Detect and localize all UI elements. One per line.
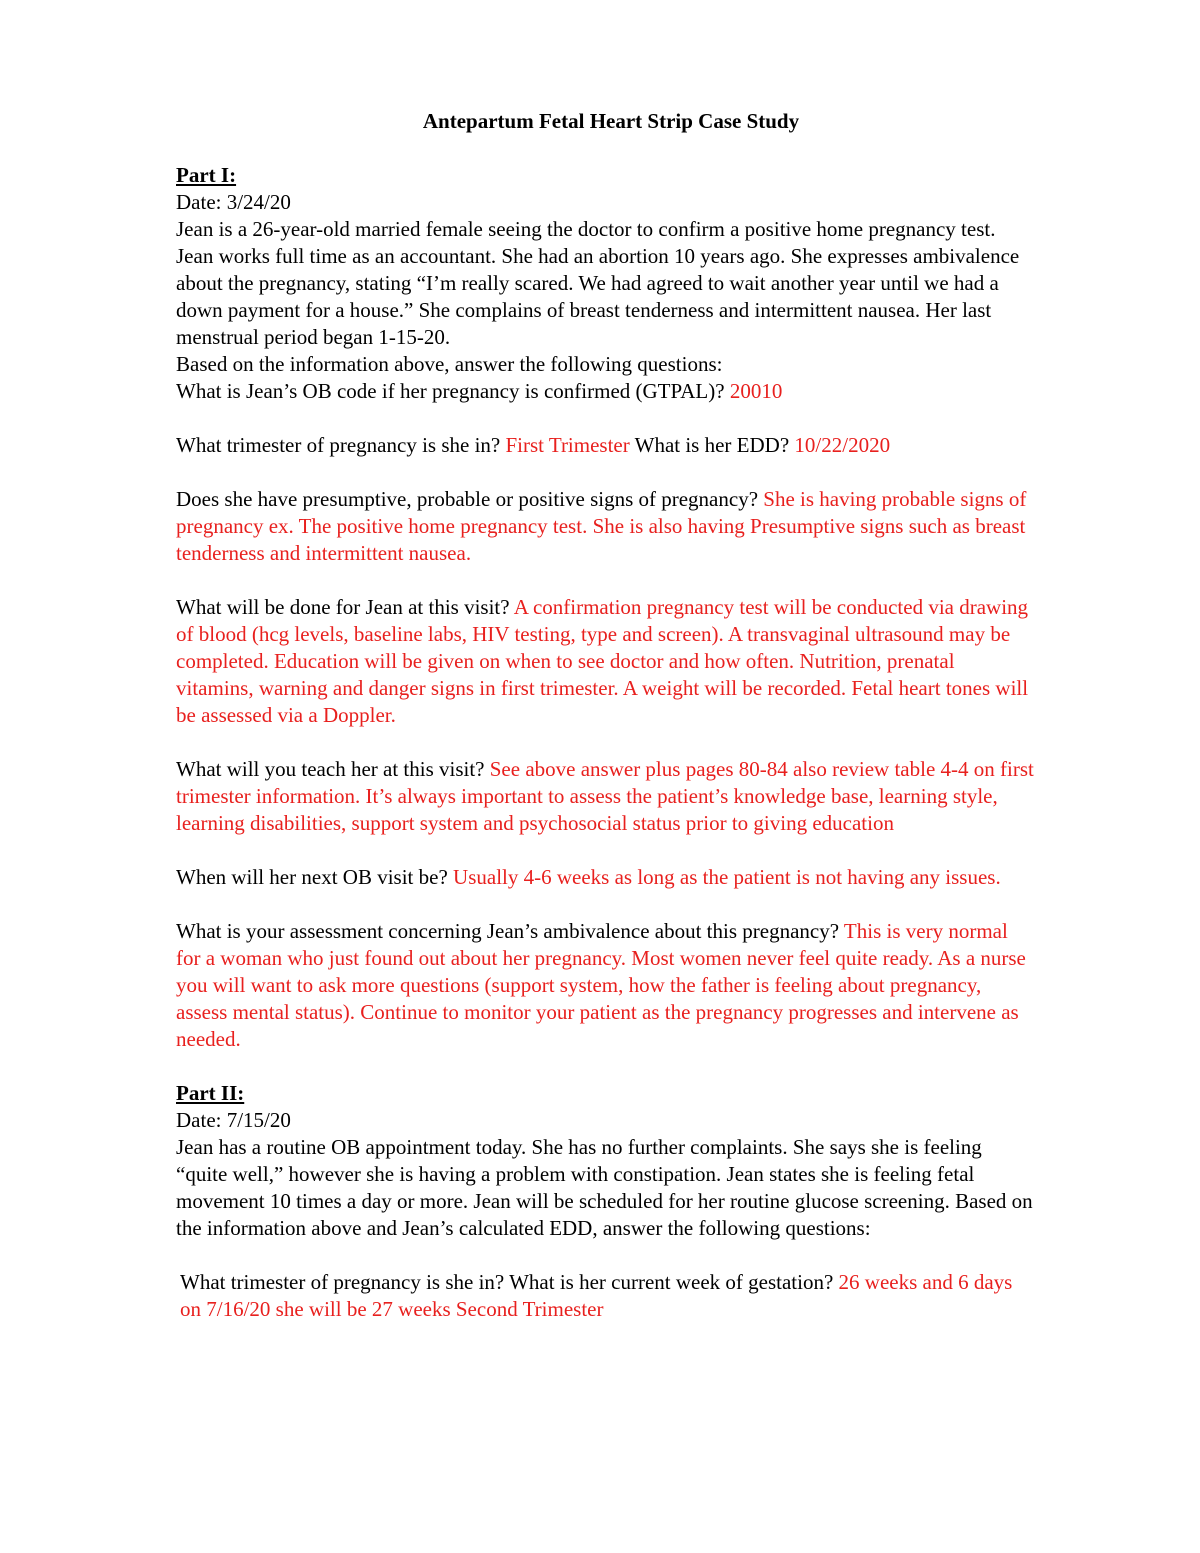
part-1-narrative: Jean is a 26-year-old married female seeing the doctor to confirm a positive home pregnancy test. Jean works full time as an accountant. She had an abortion 10 years ago. She expresses ambivalence about the pregnancy, stating “I’m really scared. We had agreed to wait another year until we had a down payment for a house.” She complains of breast tenderness and intermittent nausea. Her last menstrual period began 1-15-20. [176, 217, 1020, 349]
part-1-date: Date: 3/24/20 [176, 190, 291, 214]
part-2-section [176, 1080, 1036, 1323]
question-ambivalence [176, 918, 1036, 1053]
answer-text: Usually 4-6 weeks as long as the patient is not having any issues. [453, 865, 1001, 889]
answer-text: 20010 [729, 379, 783, 403]
answer-text: 26 weeks and 6 days on 7/16/20 she will be 27 weeks Second Trimester [180, 1270, 1013, 1321]
part-1-instruction: Based on the information above, answer the following questions: [176, 352, 723, 376]
answer-text: First Trimester [505, 433, 630, 457]
part-2-narrative: Jean has a routine OB appointment today. She has no further complaints. She says she is feeling “quite well,” however she is having a problem with constipation. Jean states she is feeling fetal movement 10 times a day or more. Jean will be scheduled for her routine glucose screening. Based on the information above and Jean’s calculated EDD, answer the following questions: [176, 1135, 1033, 1240]
part-1-section [176, 162, 1036, 1080]
question-text: What is your assessment concerning Jean’s ambivalence about this pregnancy? [176, 919, 840, 943]
question-text: What trimester of pregnancy is she in? What is her current week of gestation? [180, 1270, 834, 1294]
part-1-heading: Part I: [176, 163, 237, 187]
question-text: What is her EDD? [634, 433, 790, 457]
document-title: Antepartum Fetal Heart Strip Case Study [422, 109, 800, 133]
question-text: What trimester of pregnancy is she in? [176, 433, 501, 457]
question-ob-code [176, 378, 1036, 405]
question-text: What is Jean’s OB code if her pregnancy is confirmed (GTPAL)? [176, 379, 725, 403]
part-2-heading: Part II: [176, 1081, 245, 1105]
question-text: When will her next OB visit be? [176, 865, 448, 889]
question-visit-actions [176, 594, 1036, 729]
question-next-visit [176, 864, 1036, 891]
question-text: What will you teach her at this visit? [176, 757, 485, 781]
question-text: Does she have presumptive, probable or positive signs of pregnancy? [176, 487, 759, 511]
answer-text: See above answer plus pages 80-84 also review table 4-4 on first trimester information. It’s always important to assess the patient’s knowledge base, learning style, learning disabilities, support system and psychosocial status prior to giving education [176, 757, 1034, 835]
question-gestation [176, 1269, 1036, 1323]
question-signs [176, 486, 1036, 567]
question-teaching [176, 756, 1036, 837]
answer-text: 10/22/2020 [794, 433, 891, 457]
answer-text: This is very normal for a woman who just found out about her pregnancy. Most women never feel quite ready. As a nurse you will want to ask more questions (support system, how the father is feeling about pregnancy, assess mental status). Continue to monitor your patient as the pregnancy progresses and intervene as needed. [176, 919, 1026, 1051]
answer-text: She is having probable signs of pregnancy ex. The positive home pregnancy test. She is also having Presumptive signs such as breast tenderness and intermittent nausea. [176, 487, 1027, 565]
answer-text: A confirmation pregnancy test will be conducted via drawing of blood (hcg levels, baseline labs, HIV testing, type and screen). A transvaginal ultrasound may be completed. Education will be given on when to see doctor and how often. Nutrition, prenatal vitamins, warning and danger signs in first trimester. A weight will be recorded. Fetal heart tones will be assessed via a Doppler. [176, 595, 1029, 727]
question-text: What will be done for Jean at this visit? [176, 595, 510, 619]
question-trimester-edd [176, 432, 1036, 459]
part-2-date: Date: 7/15/20 [176, 1108, 291, 1132]
document-page [176, 108, 1036, 1323]
